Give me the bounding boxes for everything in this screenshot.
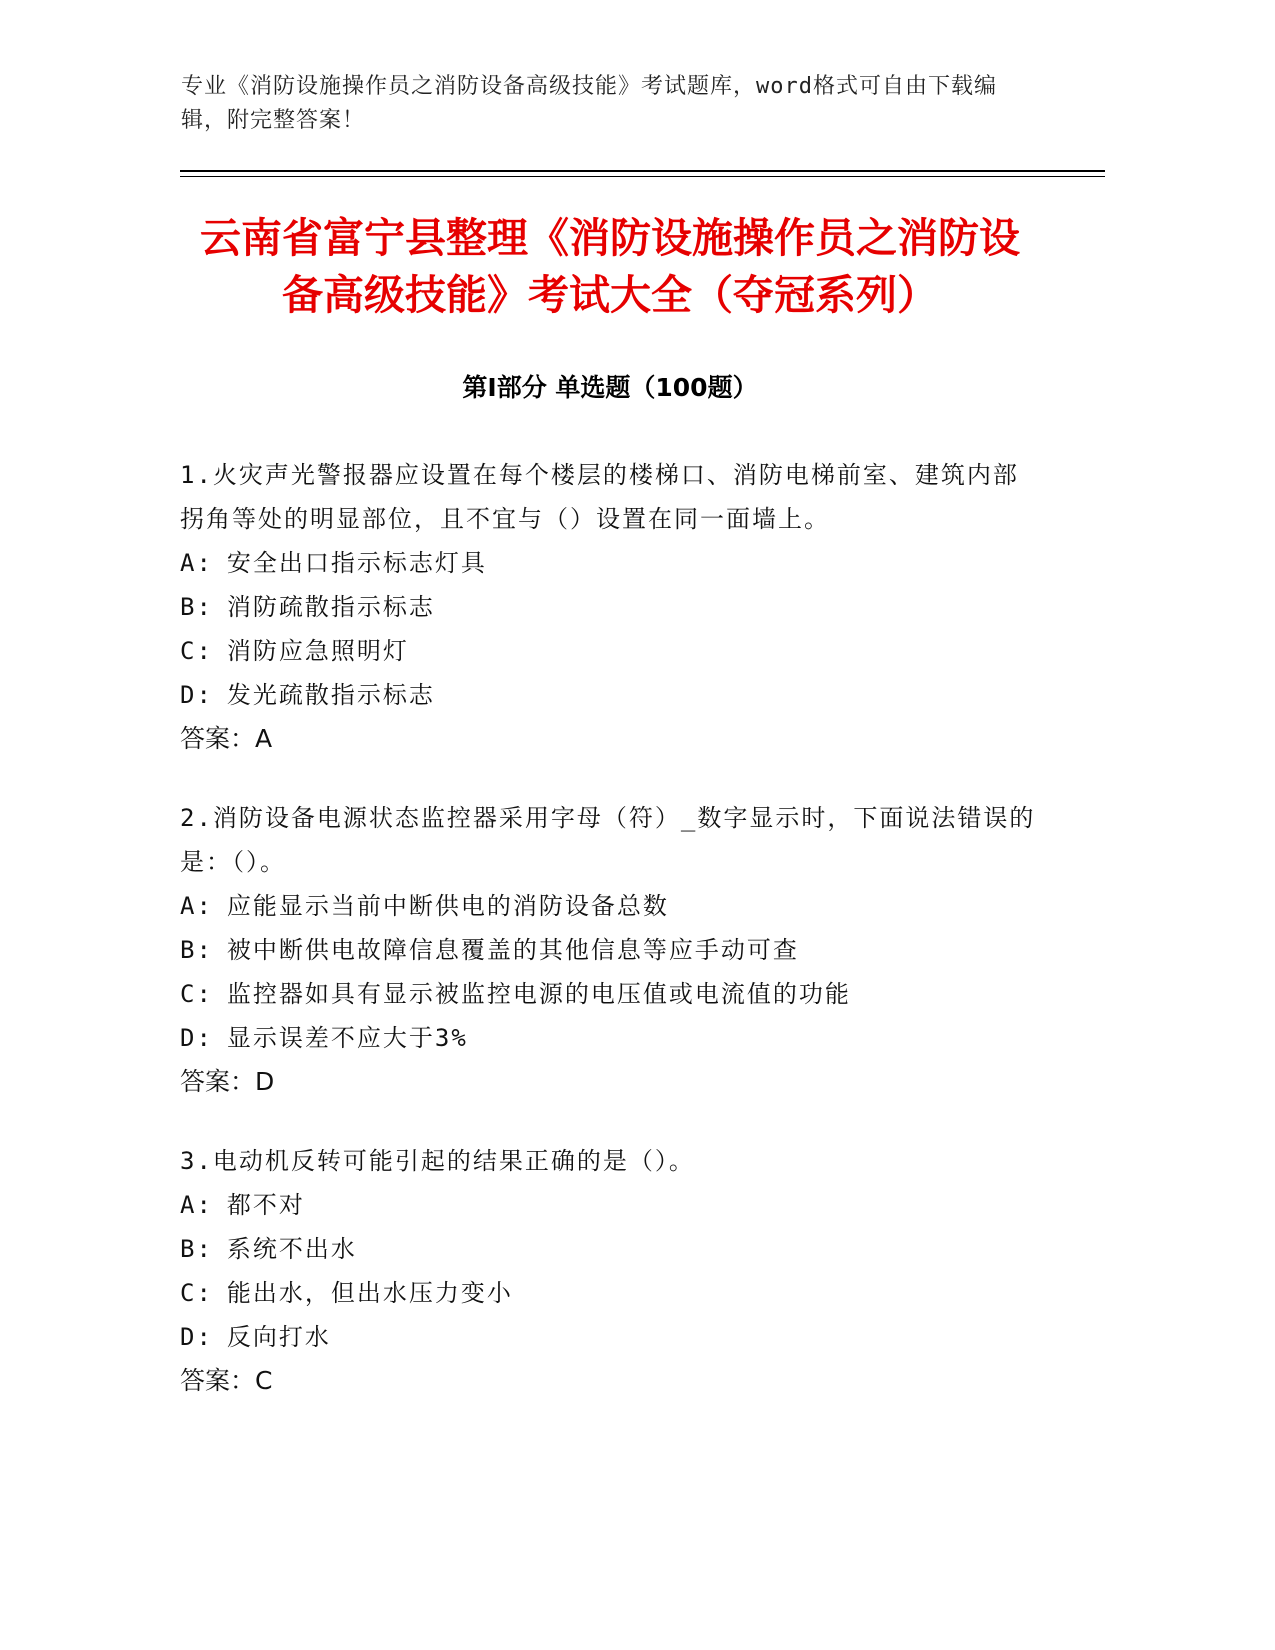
- option-text: 都不对: [226, 1191, 305, 1219]
- question-stem: 3.电动机反转可能引起的结果正确的是（）。: [180, 1147, 695, 1175]
- header-note: 专业《消防设施操作员之消防设备高级技能》考试题库，word格式可自由下载编辑，附完整答案！: [181, 74, 997, 133]
- section-heading: 第Ⅰ部分 单选题（100题）: [462, 373, 758, 402]
- option-text: 监控器如具有显示被监控电源的电压值或电流值的功能: [226, 980, 851, 1008]
- option-text: 安全出口指示标志灯具: [226, 549, 487, 577]
- answer: 答案：A: [180, 724, 273, 753]
- question-1: [180, 453, 1040, 761]
- option-key: C:: [180, 1279, 213, 1307]
- option-text: 消防疏散指示标志: [226, 593, 435, 621]
- option-b: [180, 928, 1040, 972]
- option-text: 系统不出水: [226, 1235, 357, 1263]
- option-key: C:: [180, 980, 213, 1008]
- option-b: [180, 1227, 1040, 1271]
- header-divider-thick: [180, 170, 1105, 172]
- option-c: [180, 629, 1040, 673]
- option-a: [180, 541, 1040, 585]
- option-key: A:: [180, 1191, 213, 1219]
- option-text: 消防应急照明灯: [226, 637, 409, 665]
- option-text: 发光疏散指示标志: [226, 681, 435, 709]
- answer: 答案：C: [180, 1366, 273, 1395]
- question-stem: 1.火灾声光警报器应设置在每个楼层的楼梯口、消防电梯前室、建筑内部拐角等处的明显部位，且不宜与（）设置在同一面墙上。: [180, 461, 1019, 533]
- question-stem: 2.消防设备电源状态监控器采用字母（符）_数字显示时，下面说法错误的是：（）。: [180, 804, 1036, 876]
- option-d: [180, 1016, 1040, 1060]
- option-c: [180, 1271, 1040, 1315]
- option-text: 能出水，但出水压力变小: [226, 1279, 513, 1307]
- option-key: B:: [180, 1235, 213, 1263]
- option-key: B:: [180, 936, 213, 964]
- option-key: D:: [180, 681, 213, 709]
- option-key: D:: [180, 1323, 213, 1351]
- option-c: [180, 972, 1040, 1016]
- option-d: [180, 673, 1040, 717]
- option-a: [180, 884, 1040, 928]
- option-b: [180, 585, 1040, 629]
- option-text: 反向打水: [226, 1323, 331, 1351]
- option-d: [180, 1315, 1040, 1359]
- option-key: A:: [180, 549, 213, 577]
- question-2: [180, 796, 1040, 1104]
- question-3: [180, 1139, 1040, 1403]
- option-key: C:: [180, 637, 213, 665]
- option-text: 显示误差不应大于3%: [226, 1024, 468, 1052]
- document-title: 云南省富宁县整理《消防设施操作员之消防设备高级技能》考试大全（夺冠系列）: [200, 214, 1020, 319]
- option-key: B:: [180, 593, 213, 621]
- option-text: 应能显示当前中断供电的消防设备总数: [226, 892, 669, 920]
- option-text: 被中断供电故障信息覆盖的其他信息等应手动可查: [226, 936, 799, 964]
- header-divider-thin: [180, 176, 1105, 177]
- option-key: D:: [180, 1024, 213, 1052]
- question-list: [180, 453, 1040, 1438]
- option-a: [180, 1183, 1040, 1227]
- answer: 答案：D: [180, 1067, 275, 1096]
- option-key: A:: [180, 892, 213, 920]
